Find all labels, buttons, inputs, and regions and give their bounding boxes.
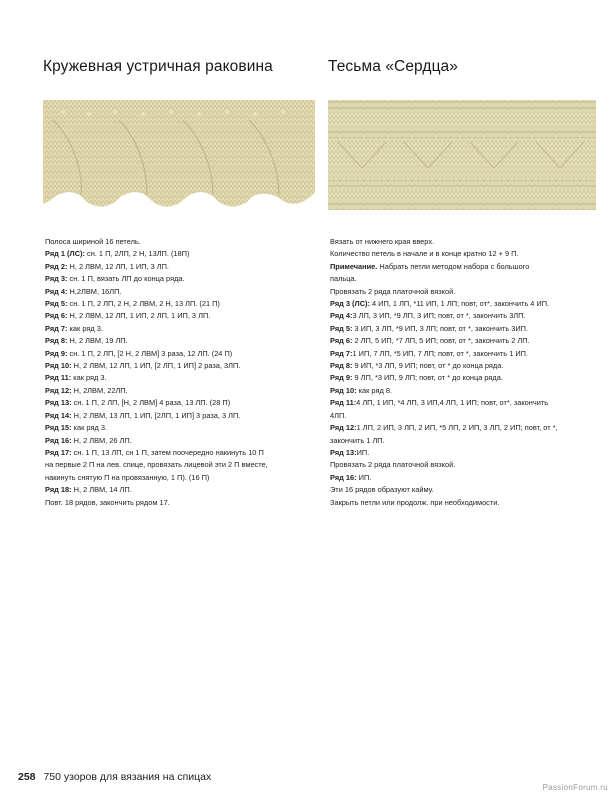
left-instructions	[45, 236, 315, 509]
hearts-band-swatch	[328, 100, 596, 210]
row-label: Ряд 9:	[330, 373, 353, 383]
instruction-line	[330, 298, 596, 310]
row-label: Ряд 10:	[45, 361, 72, 371]
row-text: 1 ИП, 7 ЛП, *5 ИП, 7 ЛП; повт, от *, закончить 1 ИП.	[352, 348, 529, 358]
row-label: Ряд 3 (ЛС):	[330, 299, 370, 309]
row-text: ИП.	[356, 472, 372, 482]
page-footer	[18, 771, 211, 783]
instruction-line	[330, 447, 596, 459]
row-text: сн. 1 П, вязать ЛП до конца ряда.	[67, 274, 185, 284]
instruction-line	[45, 397, 315, 409]
row-text: на первые 2 П на лев. спице, провязать лицевой эти 2 П вместе,	[45, 460, 268, 470]
row-text: Полоса шириной 16 петель.	[45, 237, 141, 246]
instruction-line	[330, 410, 596, 422]
instruction-line	[45, 298, 315, 310]
oyster-shell-lace-swatch	[43, 100, 315, 214]
instruction-line	[330, 286, 596, 298]
instruction-line	[330, 323, 596, 335]
instruction-line	[330, 236, 596, 248]
row-text: Н, 2 ЛВМ, 26 ЛП.	[71, 435, 132, 445]
instruction-line	[330, 360, 596, 372]
row-label: Ряд 15:	[45, 423, 72, 433]
row-label: Ряд 7:	[330, 348, 353, 358]
instruction-line	[330, 497, 596, 509]
instruction-line	[45, 261, 315, 273]
row-label: Ряд 17:	[45, 447, 72, 457]
instruction-line	[45, 459, 315, 471]
row-text: сн. 1 П, 2 ЛП, [Н, 2 ЛВМ] 4 раза, 13 ЛП. (28 П)	[71, 398, 231, 408]
row-text: накинуть снятую П на провязанную, 1 П). (16 П)	[45, 472, 210, 482]
instruction-line	[45, 385, 315, 397]
instruction-line	[45, 497, 315, 509]
row-label: Ряд 6:	[45, 311, 68, 321]
row-label: Ряд 16:	[45, 435, 72, 445]
row-text: Провязать 2 ряда платочной вязкой.	[330, 460, 456, 470]
row-label: Ряд 12:	[45, 385, 72, 395]
instruction-line	[45, 422, 315, 434]
row-text: Н, 2 ЛВМ, 14 ЛП.	[71, 485, 132, 495]
instruction-line	[45, 248, 315, 260]
row-text: 1 ЛП, 2 ИП, 3 ЛП, 2 ИП, *5 ЛП, 2 ИП, 3 ЛП, 2 ИП; повт, от *,	[356, 423, 558, 433]
instruction-line	[330, 335, 596, 347]
row-label: Ряд 10:	[330, 385, 357, 395]
row-text: 3 ЛП, 3 ИП, *9 ЛП, 3 ИП; повт, от *, закончить 3ЛП.	[352, 311, 526, 321]
row-text: Н, 2 ЛВМ, 19 ЛП.	[67, 336, 128, 346]
row-text: Количество петель в начале и в конце кратно 12 + 9 П.	[330, 249, 519, 259]
instruction-line	[45, 360, 315, 372]
instruction-line	[45, 335, 315, 347]
row-label: Ряд 18:	[45, 485, 72, 495]
instruction-line	[45, 273, 315, 285]
row-text: Эти 16 рядов образуют кайму.	[330, 485, 434, 495]
right-instructions	[330, 236, 596, 509]
instruction-line	[45, 484, 315, 496]
row-text: пальца.	[330, 274, 357, 284]
row-text: 9 ИП, *3 ЛП, 9 ИП; повт, от * до конца ряда.	[352, 361, 504, 371]
row-text: Н, 2 ЛВМ, 12 ЛП, 1 ИП, [2 ЛП, 1 ИП] 2 раза, 3ЛП.	[71, 361, 241, 371]
row-label: Ряд 14:	[45, 410, 72, 420]
row-label: Ряд 11:	[330, 398, 357, 408]
row-text: Закрыть петли или продолж. при необходимости.	[330, 497, 500, 507]
row-label: Ряд 1 (ЛС):	[45, 249, 85, 259]
row-text: Н,2ЛВМ, 16ЛП.	[67, 286, 122, 296]
instruction-line	[330, 348, 596, 360]
row-text: Набрать петли методом набора с большого	[377, 261, 530, 271]
instruction-line	[330, 372, 596, 384]
row-text: сн. 1 П, 2 ЛП, [2 Н, 2 ЛВМ] 3 раза, 12 ЛП. (24 П)	[67, 348, 233, 358]
row-text: сн. 1 П, 13 ЛП, сн 1 П, затем поочередно накинуть 10 П	[71, 447, 264, 457]
row-label: Ряд 8:	[45, 336, 68, 346]
row-text: закончить 1 ЛП.	[330, 435, 385, 445]
instruction-line	[330, 397, 596, 409]
row-label: Ряд 4:	[330, 311, 353, 321]
instruction-line	[45, 435, 315, 447]
row-text: 4ЛП.	[330, 410, 347, 420]
row-label: Ряд 5:	[330, 323, 353, 333]
instruction-line	[45, 286, 315, 298]
row-label: Ряд 11:	[45, 373, 72, 383]
instruction-line	[45, 372, 315, 384]
row-label: Ряд 2:	[45, 261, 68, 271]
instruction-line	[45, 410, 315, 422]
page-number: 258	[18, 771, 36, 783]
row-text: сн. 1 П, 2ЛП, 2 Н, 13ЛП. (18П)	[84, 249, 190, 259]
row-label: Примечание.	[330, 261, 378, 271]
row-label: Ряд 5:	[45, 299, 68, 309]
row-text: сн. 1 П, 2 ЛП, 2 Н, 2 ЛВМ, 2 Н, 13 ЛП. (21 П)	[67, 299, 220, 309]
instruction-line	[45, 472, 315, 484]
instruction-line	[45, 236, 315, 248]
row-text: Провязать 2 ряда платочной вязкой.	[330, 286, 456, 296]
instruction-line	[330, 435, 596, 447]
left-swatch-photo	[43, 100, 315, 214]
row-label: Ряд 13:	[330, 447, 357, 457]
row-text: как ряд 3.	[71, 423, 107, 433]
row-label: Ряд 16:	[330, 472, 357, 482]
row-label: Ряд 4:	[45, 286, 68, 296]
row-text: Н, 2 ЛВМ, 12 ЛП, 1 ИП, 2 ЛП, 1 ИП, 3 ЛП.	[67, 311, 211, 321]
instruction-line	[330, 273, 596, 285]
left-pattern-title: Кружевная устричная раковина	[43, 58, 273, 75]
row-text: 4 ИП, 1 ЛП, *11 ИП, 1 ЛП; повт, от*, закончить 4 ИП.	[369, 299, 550, 309]
row-text: как ряд 3.	[71, 373, 107, 383]
instruction-line	[330, 484, 596, 496]
instruction-line	[45, 310, 315, 322]
book-title: 750 узоров для вязания на спицах	[43, 771, 212, 783]
row-text: Н, 2 ЛВМ, 12 ЛП, 1 ИП, 3 ЛП.	[67, 261, 169, 271]
instruction-line	[330, 459, 596, 471]
row-text: ИП.	[356, 447, 370, 457]
row-text: 9 ЛП, *3 ИП, 9 ЛП; повт, от * до конца ряда.	[352, 373, 503, 383]
instruction-line	[330, 422, 596, 434]
row-text: Н, 2 ЛВМ, 13 ЛП, 1 ИП, [2ЛП, 1 ИП] 3 раза, 3 ЛП.	[71, 410, 241, 420]
row-text: 4 ЛП, 1 ИП, *4 ЛП, 3 ИП,4 ЛП, 1 ИП; повт, от*, закончить	[356, 398, 549, 408]
row-label: Ряд 8:	[330, 361, 353, 371]
instruction-line	[330, 385, 596, 397]
row-text: как ряд 3.	[67, 323, 103, 333]
row-text: Вязать от нижнего края вверх.	[330, 237, 435, 246]
right-pattern-title: Тесьма «Сердца»	[328, 58, 458, 75]
row-text: 2 ЛП, 5 ИП, *7 ЛП, 5 ИП; повт, от *, закончить 2 ЛП.	[352, 336, 530, 346]
row-label: Ряд 13:	[45, 398, 72, 408]
instruction-line	[45, 323, 315, 335]
row-text: 3 ИП, 3 ЛП, *9 ИП, 3 ЛП; повт, от *, закончить 3ИП.	[352, 323, 529, 333]
row-label: Ряд 9:	[45, 348, 68, 358]
instruction-line	[330, 310, 596, 322]
right-swatch-photo	[328, 100, 596, 210]
row-text: Н, 2ЛВМ, 22ЛП.	[71, 385, 128, 395]
row-label: Ряд 7:	[45, 323, 68, 333]
row-label: Ряд 3:	[45, 274, 68, 284]
row-text: как ряд 8.	[356, 385, 392, 395]
watermark: PassionForum.ru	[542, 783, 608, 792]
instruction-line	[330, 261, 596, 273]
instruction-line	[45, 348, 315, 360]
row-text: Повт. 18 рядов, закончить рядом 17.	[45, 497, 170, 507]
instruction-line	[330, 472, 596, 484]
row-label: Ряд 6:	[330, 336, 353, 346]
instruction-line	[45, 447, 315, 459]
instruction-line	[330, 248, 596, 260]
row-label: Ряд 12:	[330, 423, 357, 433]
